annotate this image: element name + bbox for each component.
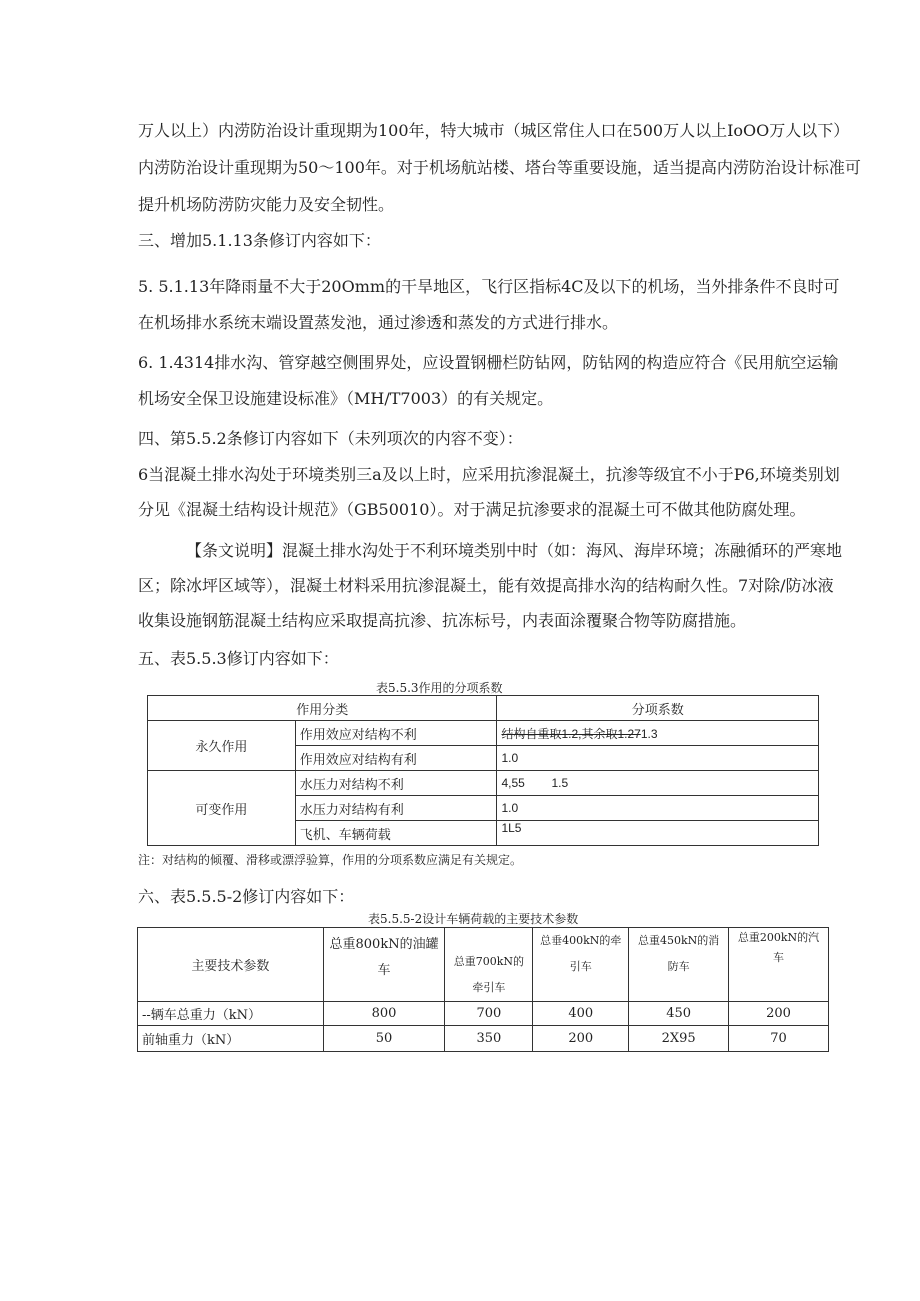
paragraph-line: 5. 5.1.13年降雨量不大于20Omm的干旱地区，飞行区指标4C及以下的机场，当外排条件不良时可 [138,277,840,296]
group-label: 可变作用 [148,771,296,846]
table-cell: 350 [445,1026,533,1052]
table-cell: 200 [729,1002,829,1026]
table-cell: 1.0 [497,796,819,821]
table-cell: 作用效应对结构不利 [295,721,497,746]
vehicle-load-table [137,927,829,1052]
table-cell: 作用效应对结构有利 [295,746,497,771]
table-cell: 200 [533,1026,629,1052]
table-value: 1.3 [640,726,658,741]
table-header: 作用分类 [148,696,497,721]
table-note: 注：对结构的倾覆、滑移或漂浮验算，作用的分项系数应满足有关规定。 [138,853,523,867]
table-header: 总重700kN的牵引车 [445,928,533,1002]
table-cell: 800 [323,1002,445,1026]
table-cell: 1L5 [497,821,819,846]
partial-factor-table [147,695,819,846]
table-header: 总重200kN的汽车 [729,928,829,1002]
section-heading: 五、表5.5.3修订内容如下： [138,649,339,668]
table-cell: 前轴重力（kN） [138,1026,324,1052]
table-header: 总重800kN的油罐车 [323,928,445,1002]
paragraph-line: 内涝防治设计重现期为50～100年。对于机场航站楼、塔台等重要设施，适当提高内涝防治设计标准可 [138,158,861,177]
table-cell: 450 [629,1002,729,1026]
section-heading: 四、第5.5.2条修订内容如下（未列项次的内容不变）： [138,429,523,448]
table-header: 主要技术参数 [138,928,324,1002]
group-label: 永久作用 [148,721,296,771]
paragraph-line: 提升机场防涝防灾能力及安全韧性。 [138,195,395,214]
paragraph-line: 机场安全保卫设施建设标准》（MH/T7003）的有关规定。 [138,389,554,408]
paragraph-line: 6当混凝土排水沟处于环境类别三a及以上时，应采用抗渗混凝土，抗渗等级宜不小于P6,环境类别划 [138,465,840,484]
table-cell [497,721,819,746]
paragraph-line: 在机场排水系统末端设置蒸发池，通过渗透和蒸发的方式进行排水。 [138,313,619,332]
paragraph-line: 万人以上）内涝防治设计重现期为100年，特大城市（城区常住人口在500万人以上IoOO万人以下） [138,121,850,140]
paragraph-line: 6. 1.4314排水沟、管穿越空侧围界处，应设置钢栅栏防钻网，防钻网的构造应符合《民用航空运输 [138,353,839,372]
table-cell: --辆车总重力（kN） [138,1002,324,1026]
paragraph-line: 分见《混凝土结构设计规范》（GB50010）。对于满足抗渗要求的混凝土可不做其他防腐处理。 [138,500,806,519]
table-cell: 50 [323,1026,445,1052]
table-cell: 水压力对结构有利 [295,796,497,821]
struck-text: 结构自重取1.2,其余取1.27 [501,726,641,741]
table-header: 总重450kN的消防车 [629,928,729,1002]
section-heading: 六、表5.5.5-2修订内容如下： [138,887,355,906]
table-header: 总垂400kN的牵引车 [533,928,629,1002]
table-header: 分项系数 [497,696,819,721]
table-cell: 700 [445,1002,533,1026]
table-cell: 飞机、车辆荷载 [295,821,497,846]
table-caption: 表5.5.3作用的分项系数 [376,681,503,695]
table-cell: 400 [533,1002,629,1026]
section-heading: 三、增加5.1.13条修订内容如下： [138,231,381,250]
table-cell: 70 [729,1026,829,1052]
commentary-line: 收集设施钢筋混凝土结构应采取提高抗渗、抗冻标号，内表面涂覆聚合物等防腐措施。 [138,611,747,630]
table-cell: 水压力对结构不利 [295,771,497,796]
table-caption: 表5.5.5-2设计车辆荷载的主要技术参数 [368,912,579,926]
table-cell: 4,55 1.5 [497,771,819,796]
commentary-line: 区；除冰坪区域等），混凝土材料采用抗渗混凝土，能有效提高排水沟的结构耐久性。7对除/防冰液 [138,576,834,595]
table-cell: 2X95 [629,1026,729,1052]
commentary-line: 【条文说明】混凝土排水沟处于不利环境类别中时（如：海风、海岸环境；冻融循环的严寒地 [186,541,843,560]
table-cell: 1.0 [497,746,819,771]
